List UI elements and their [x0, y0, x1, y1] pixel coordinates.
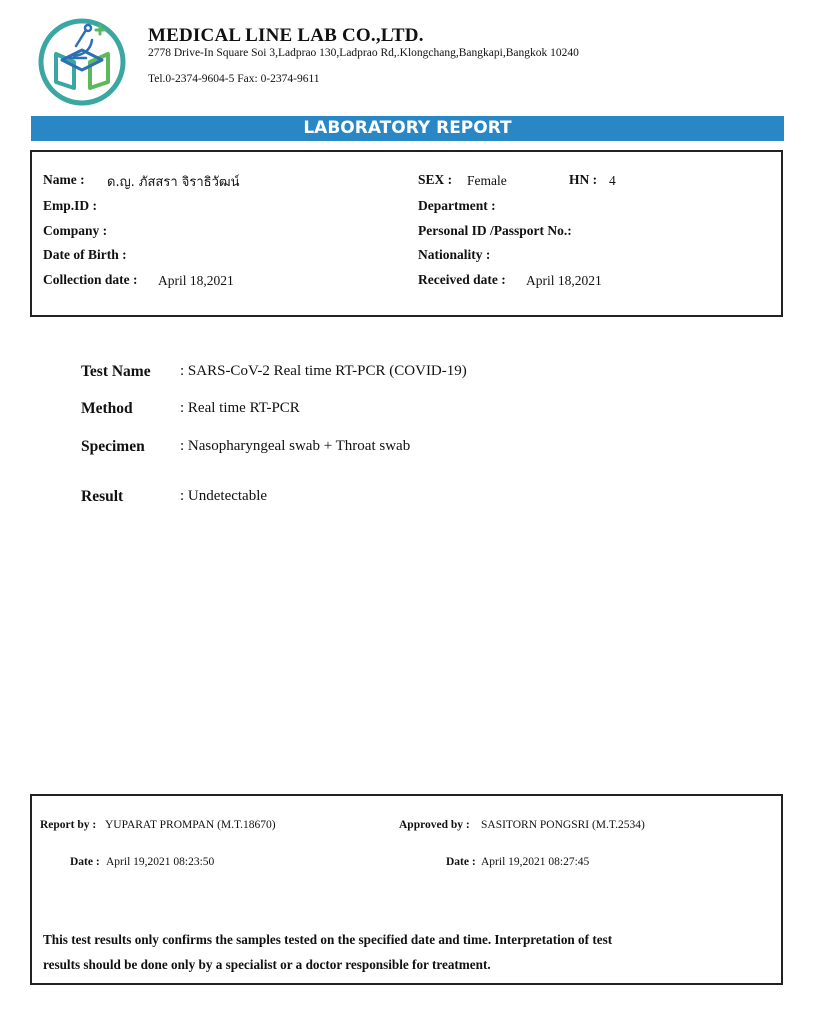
- sex-value: Female: [467, 173, 507, 188]
- disclaimer-line-2: results should be done only by a specialist or a doctor responsible for treatment.: [43, 957, 491, 972]
- approved-date-value: April 19,2021 08:27:45: [481, 856, 590, 868]
- hn-value: 4: [609, 173, 616, 188]
- method-label: Method: [81, 400, 133, 417]
- approved-date-label: Date :: [446, 856, 476, 868]
- name-label: Name :: [43, 172, 85, 187]
- report-title-banner: LABORATORY REPORT: [31, 116, 784, 141]
- hn-label: HN :: [569, 172, 598, 187]
- specimen-value: : Nasopharyngeal swab + Throat swab: [180, 438, 411, 454]
- department-label: Department :: [418, 198, 496, 213]
- company-phone: Tel.0-2374-9604-5 Fax: 0-2374-9611: [148, 73, 320, 85]
- report-by-value: YUPARAT PROMPAN (M.T.18670): [105, 819, 276, 831]
- method-value: : Real time RT-PCR: [180, 400, 300, 416]
- disclaimer-line-1: This test results only confirms the samples tested on the specified date and time. Interpretation of test: [43, 932, 613, 947]
- received-date-value: April 18,2021: [526, 273, 602, 288]
- personal-id-label: Personal ID /Passport No.:: [418, 223, 572, 238]
- dob-label: Date of Birth :: [43, 247, 127, 262]
- result-value: : Undetectable: [180, 488, 268, 504]
- result-label: Result: [81, 488, 124, 505]
- microscope-lab-logo-icon: [36, 16, 128, 108]
- emp-id-label: Emp.ID :: [43, 198, 98, 213]
- approved-by-value: SASITORN PONGSRI (M.T.2534): [481, 819, 645, 831]
- report-by-label: Report by :: [40, 819, 97, 831]
- specimen-label: Specimen: [81, 438, 145, 455]
- report-date-label: Date :: [70, 856, 100, 868]
- company-address: 2778 Drive-In Square Soi 3,Ladprao 130,Ladprao Rd,.Klongchang,Bangkapi,Bangkok 10240: [148, 47, 579, 59]
- report-date-value: April 19,2021 08:23:50: [106, 856, 215, 868]
- approved-by-label: Approved by :: [399, 819, 470, 831]
- sex-label: SEX :: [418, 172, 453, 187]
- company-label: Company :: [43, 223, 108, 238]
- test-name-value: : SARS-CoV-2 Real time RT-PCR (COVID-19): [180, 363, 467, 379]
- collection-date-label: Collection date :: [43, 272, 138, 287]
- test-name-label: Test Name: [81, 363, 151, 380]
- patient-name: ด.ญ. ภัสสรา จิราธิวัฒน์: [107, 175, 240, 190]
- nationality-label: Nationality :: [418, 247, 491, 262]
- collection-date-value: April 18,2021: [158, 273, 234, 288]
- received-date-label: Received date :: [418, 272, 506, 287]
- company-name: MEDICAL LINE LAB CO.,LTD.: [148, 25, 424, 46]
